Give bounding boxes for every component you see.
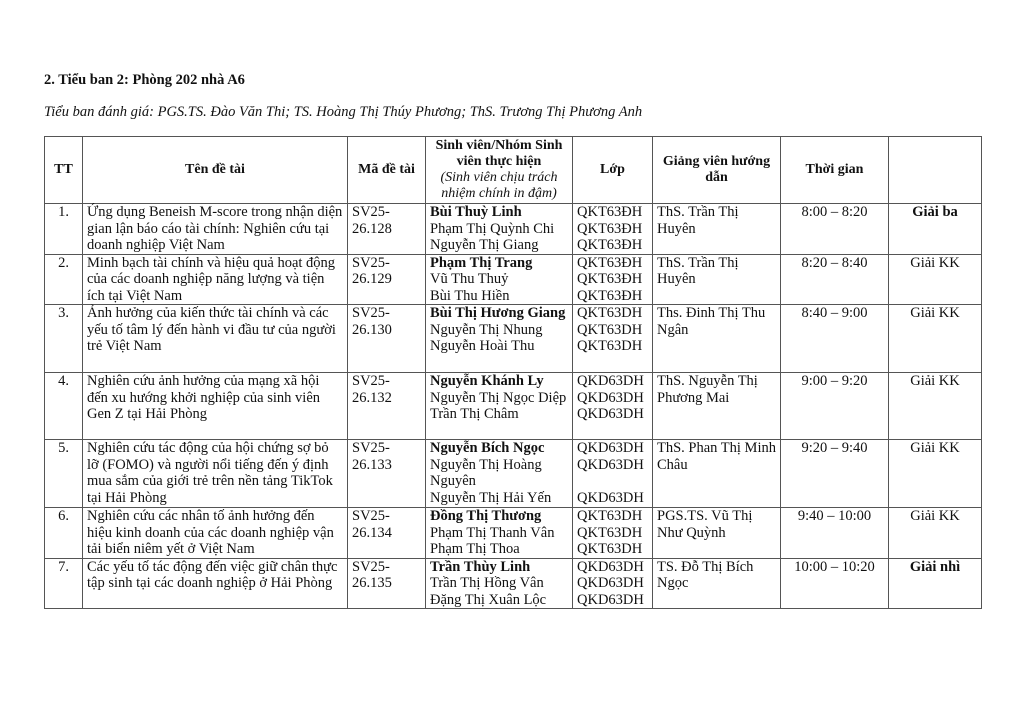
advisor: ThS. Trần Thị Huyên xyxy=(653,204,781,255)
header-students xyxy=(426,137,573,204)
award-badge: Giải ba xyxy=(889,204,982,255)
class-code: QKT63DH xyxy=(577,338,643,354)
topic-title: Nghiên cứu các nhân tố ảnh hưởng đến hiệu kinh doanh của các doanh nghiệp vận tải biển niêm yết ở Việt Nam xyxy=(83,508,348,559)
advisor: Ths. Đinh Thị Thu Ngân xyxy=(653,305,781,373)
student-name: Phạm Thị Thanh Vân xyxy=(430,524,555,541)
class-code: QKD63DH xyxy=(577,456,644,473)
class-cell xyxy=(573,508,653,559)
header-students-label: Sinh viên/Nhóm Sinh viên thực hiện xyxy=(435,138,563,169)
row-number: 1. xyxy=(45,204,83,255)
class-code: QKT63DH xyxy=(577,305,643,321)
students-cell xyxy=(426,440,573,508)
topic-code: SV25-26.134 xyxy=(348,508,426,559)
time-slot: 9:00 – 9:20 xyxy=(781,373,889,440)
topic-code: SV25-26.135 xyxy=(348,558,426,609)
row-number: 5. xyxy=(45,440,83,508)
lead-student: Bùi Thị Hương Giang xyxy=(430,305,566,321)
class-cell xyxy=(573,440,653,508)
class-code: QKT63ĐH xyxy=(577,204,643,220)
time-slot: 10:00 – 10:20 xyxy=(781,558,889,609)
time-slot: 8:20 – 8:40 xyxy=(781,254,889,305)
class-code: QKT63DH xyxy=(577,508,643,524)
table-row xyxy=(45,204,982,255)
student-name: Trần Thị Hồng Vân xyxy=(430,575,544,591)
student-name: Nguyễn Hoài Thu xyxy=(430,338,535,354)
header-class: Lớp xyxy=(573,137,653,204)
lead-student: Nguyễn Khánh Ly xyxy=(430,373,544,389)
student-name: Vũ Thu Thuỷ xyxy=(430,271,509,287)
section-heading: 2. Tiểu ban 2: Phòng 202 nhà A6 xyxy=(44,72,245,88)
row-number: 2. xyxy=(45,254,83,305)
topic-title: Các yếu tố tác động đến việc giữ chân thực tập sinh tại các doanh nghiệp ở Hải Phòng xyxy=(83,558,348,609)
topic-code: SV25-26.133 xyxy=(348,440,426,508)
student-name: Bùi Thu Hiền xyxy=(430,287,510,304)
student-name: Phạm Thị Quỳnh Chi xyxy=(430,220,555,237)
row-number: 6. xyxy=(45,508,83,559)
award-badge: Giải KK xyxy=(889,373,982,440)
topic-title: Nghiên cứu ảnh hưởng của mạng xã hội đến xu hướng khởi nghiệp của sinh viên Gen Z tại Hải Phòng xyxy=(83,373,348,440)
time-slot: 9:20 – 9:40 xyxy=(781,440,889,508)
topic-code: SV25-26.128 xyxy=(348,204,426,255)
advisor: PGS.TS. Vũ Thị Như Quỳnh xyxy=(653,508,781,559)
advisor: ThS. Trần Thị Huyên xyxy=(653,254,781,305)
student-name: Nguyễn Thị Ngọc Diệp xyxy=(430,389,567,406)
table-row xyxy=(45,440,982,508)
students-cell xyxy=(426,254,573,305)
header-row xyxy=(45,137,982,204)
topic-title: Minh bạch tài chính và hiệu quả hoạt động của các doanh nghiệp năng lượng và tiện ích tại Việt Nam xyxy=(83,254,348,305)
topic-title: Ảnh hưởng của kiến thức tài chính và các yếu tố tâm lý đến hành vi đầu tư của người trẻ Việt Nam xyxy=(83,305,348,373)
topic-code: SV25-26.130 xyxy=(348,305,426,373)
header-award xyxy=(889,137,982,204)
students-cell xyxy=(426,373,573,440)
lead-student: Phạm Thị Trang xyxy=(430,254,533,271)
class-code: QKD63DH xyxy=(577,591,644,608)
lead-student: Nguyễn Bích Ngọc xyxy=(430,440,545,456)
time-slot: 8:40 – 9:00 xyxy=(781,305,889,373)
class-code: QKD63DH xyxy=(577,389,644,406)
award-badge: Giải KK xyxy=(889,254,982,305)
student-name: Phạm Thị Thoa xyxy=(430,541,520,557)
class-code: QKT63ĐH xyxy=(577,254,643,271)
class-cell xyxy=(573,373,653,440)
student-name: Đặng Thị Xuân Lộc xyxy=(430,591,547,608)
class-code: QKT63DH xyxy=(577,541,643,557)
header-students-note: (Sinh viên chịu trách nhiệm chính in đậm) xyxy=(440,170,558,201)
header-title: Tên đề tài xyxy=(83,137,348,204)
students-cell xyxy=(426,204,573,255)
row-number: 7. xyxy=(45,558,83,609)
students-cell xyxy=(426,508,573,559)
time-slot: 9:40 – 10:00 xyxy=(781,508,889,559)
class-code: QKT63ĐH xyxy=(577,237,643,253)
class-code: QKT63ĐH xyxy=(577,287,643,304)
student-name: Trần Thị Châm xyxy=(430,406,519,422)
advisor: ThS. Phan Thị Minh Châu xyxy=(653,440,781,508)
advisor: ThS. Nguyễn Thị Phương Mai xyxy=(653,373,781,440)
row-number: 4. xyxy=(45,373,83,440)
students-cell xyxy=(426,558,573,609)
class-code: QKD63DH xyxy=(577,373,644,389)
class-cell xyxy=(573,558,653,609)
award-badge: Giải KK xyxy=(889,440,982,508)
award-badge: Giải KK xyxy=(889,508,982,559)
class-code: QKD63DH xyxy=(577,406,644,422)
table-row xyxy=(45,254,982,305)
student-name: Nguyễn Thị Nhung xyxy=(430,321,543,338)
class-cell xyxy=(573,204,653,255)
class-code: QKD63DH xyxy=(577,440,644,456)
spacer xyxy=(577,473,648,490)
topic-code: SV25-26.132 xyxy=(348,373,426,440)
row-number: 3. xyxy=(45,305,83,373)
lead-student: Trần Thùy Linh xyxy=(430,558,531,575)
topic-code: SV25-26.129 xyxy=(348,254,426,305)
class-code: QKD63DH xyxy=(577,489,644,506)
committee-line: Tiểu ban đánh giá: PGS.TS. Đào Văn Thi; TS. Hoàng Thị Thúy Phương; ThS. Trương Thị Phương Anh xyxy=(44,104,643,120)
class-cell xyxy=(573,254,653,305)
header-time: Thời gian xyxy=(781,137,889,204)
class-code: QKT63DH xyxy=(577,524,643,541)
student-name: Nguyễn Thị Hải Yến xyxy=(430,489,552,506)
students-cell xyxy=(426,305,573,373)
table-row xyxy=(45,305,982,373)
lead-student: Bùi Thuỳ Linh xyxy=(430,204,522,220)
class-code: QKD63DH xyxy=(577,558,644,575)
student-name: Nguyễn Thị Hoàng Nguyên xyxy=(430,456,542,489)
topic-title: Ứng dụng Beneish M-score trong nhận diện gian lận báo cáo tài chính: Nghiên cứu tại doanh nghiệp Việt Nam xyxy=(83,204,348,255)
student-name: Nguyễn Thị Giang xyxy=(430,237,539,253)
award-badge: Giải nhì xyxy=(889,558,982,609)
table-row xyxy=(45,508,982,559)
table-row xyxy=(45,373,982,440)
header-advisor: Giảng viên hướng dẫn xyxy=(653,137,781,204)
schedule-table xyxy=(44,136,982,609)
time-slot: 8:00 – 8:20 xyxy=(781,204,889,255)
table-row xyxy=(45,558,982,609)
class-code: QKD63DH xyxy=(577,575,644,591)
advisor: TS. Đỗ Thị Bích Ngọc xyxy=(653,558,781,609)
class-code: QKT63DH xyxy=(577,321,643,338)
table-body xyxy=(45,204,982,609)
class-cell xyxy=(573,305,653,373)
class-code: QKT63ĐH xyxy=(577,271,643,287)
header-code: Mã đề tài xyxy=(348,137,426,204)
award-badge: Giải KK xyxy=(889,305,982,373)
class-code: QKT63ĐH xyxy=(577,220,643,237)
topic-title: Nghiên cứu tác động của hội chứng sợ bỏ lỡ (FOMO) và người nổi tiếng đến ý định mua sắm của giới trẻ trên nền tảng TikTok tại Hải Phòng xyxy=(83,440,348,508)
lead-student: Đồng Thị Thương xyxy=(430,508,542,524)
header-tt: TT xyxy=(45,137,83,204)
